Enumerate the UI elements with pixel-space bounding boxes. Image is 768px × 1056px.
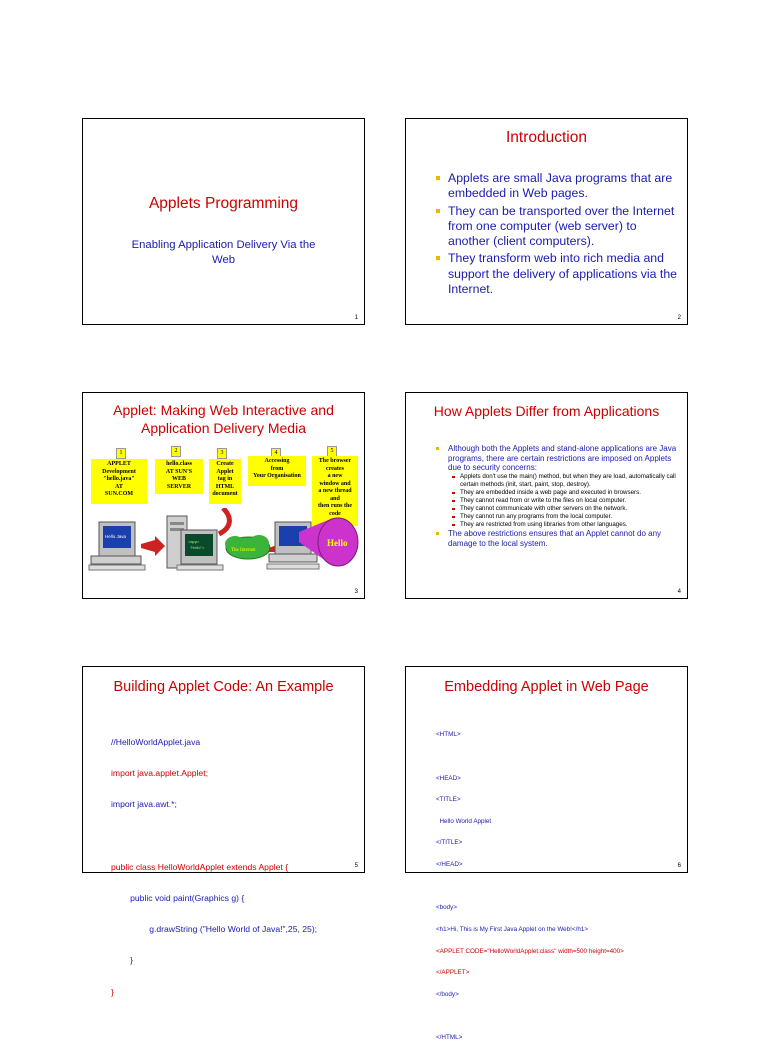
code-line: <TITLE> [436, 796, 461, 804]
step-number: 5 [327, 446, 337, 457]
intro-bullet: Although both the Applets and stand-alone applications are Java programs, there are certain restrictions are imposed on Applets due to security concerns: [436, 444, 679, 473]
slide-4-title: How Applets Differ from Applications [433, 403, 660, 419]
slide-number: 2 [677, 315, 681, 321]
code-line: import java.applet.Applet; [111, 768, 208, 779]
screen-2-text: "Hello"> [190, 545, 205, 550]
intro-bullet-list [436, 171, 679, 299]
slide-1-subtitle: Enabling Application Delivery Via the Web [131, 239, 316, 266]
code-line: //HelloWorldApplet.java [111, 736, 201, 747]
arrow-icon [141, 536, 165, 556]
slide-6-title: Embedding Applet in Web Page [444, 679, 649, 695]
step-box: APPLET Development "hello.java" AT SUN.COM [91, 459, 147, 504]
code-line [436, 1012, 624, 1019]
step-box: Create Applet tag in HTML document [209, 459, 241, 504]
slide-number: 3 [354, 589, 358, 595]
curved-arrow-icon [219, 508, 229, 534]
conclusion-bullet: The above restrictions ensures that an Applet cannot do any damage to the local system. [436, 529, 679, 548]
step-number: 4 [271, 448, 281, 459]
step-box: hello.class AT SUN'S WEB SERVER [155, 459, 203, 494]
step-box: Accessing from Your Organisation [248, 456, 306, 486]
slide-4 [405, 392, 688, 599]
screen-2-text: <app= [188, 539, 200, 544]
code-line [436, 753, 624, 760]
step-number: 2 [171, 446, 181, 457]
web-server-computer-icon [177, 530, 223, 570]
slide-2 [405, 118, 688, 325]
code-line: <body> [436, 904, 458, 912]
restriction-item: They cannot read from or write to the files on local computer. [436, 497, 679, 505]
slide-number: 4 [677, 589, 681, 595]
code-line [111, 830, 317, 840]
code-line: public void paint(Graphics g) { [111, 892, 245, 903]
code-line: </HEAD> [436, 861, 463, 869]
restriction-item: They cannot communicate with other servers on the network. [436, 505, 679, 513]
code-line: Hello World Applet [436, 817, 492, 825]
restriction-item: They are restricted from using libraries from other languages. [436, 521, 679, 529]
html-code-block [436, 717, 624, 1056]
code-line: } [111, 986, 114, 997]
internet-cloud-icon [225, 535, 270, 559]
restriction-item: Applets don't use the main() method, but when they are load, automatically call certain methods (init, start, paint, stop, destroy). [436, 473, 679, 489]
code-line: } [111, 955, 133, 966]
slide-6 [405, 666, 688, 1041]
step-number: 3 [217, 448, 227, 459]
restriction-item: They cannot run any programs from the local computer. [436, 513, 679, 521]
cloud-label: The Internet [231, 548, 256, 553]
screen-1-text: Hello Java [105, 534, 127, 539]
slide-3-title: Applet: Making Web Interactive and Application Delivery Media [113, 402, 334, 436]
restriction-item: They are embedded inside a web page and executed in browsers. [436, 489, 679, 497]
slide-2-title: Introduction [506, 129, 587, 146]
code-line: </APPLET> [436, 969, 470, 977]
code-line: </TITLE> [436, 839, 463, 847]
code-line: </HTML> [436, 1033, 463, 1041]
restrictions-content [436, 444, 679, 549]
list-item: They can be transported over the Internet from one computer (web server) to another (client computers). [436, 204, 679, 250]
code-line [436, 883, 624, 890]
slide-5-title: Building Applet Code: An Example [113, 679, 334, 695]
code-line: import java.awt.*; [111, 799, 177, 810]
code-line: <h1>Hi, This is My First Java Applet on the Web!</h1> [436, 925, 589, 933]
slide-1-title: Applets Programming [148, 195, 299, 212]
hello-label: Hello [327, 538, 348, 548]
list-item: They transform web into rich media and support the delivery of applications via the Internet. [436, 251, 679, 297]
step-number: 1 [116, 448, 126, 459]
slide-1 [82, 118, 365, 325]
code-line: <APPLET CODE="HelloWorldApplet.class" width=500 height=400> [436, 947, 624, 955]
step-box: The browser creates a new window and a new thread and then runs the code [312, 456, 358, 526]
slide-5 [82, 666, 365, 997]
code-line: </body> [436, 990, 459, 998]
code-line: public class HelloWorldApplet extends Applet { [111, 861, 289, 872]
code-line: <HTML> [436, 731, 461, 739]
applet-delivery-diagram [83, 508, 366, 588]
list-item: Applets are small Java programs that are embedded in Web pages. [436, 171, 679, 202]
applet-code-block [111, 716, 317, 1018]
slide-3 [82, 392, 365, 599]
code-line: <HEAD> [436, 774, 461, 782]
slide-number: 6 [677, 863, 681, 869]
code-line: g.drawString ("Hello World of Java!",25, 25); [111, 924, 318, 935]
slide-number: 1 [354, 315, 358, 321]
developer-computer-icon [89, 522, 145, 570]
slide-number: 5 [354, 863, 358, 869]
